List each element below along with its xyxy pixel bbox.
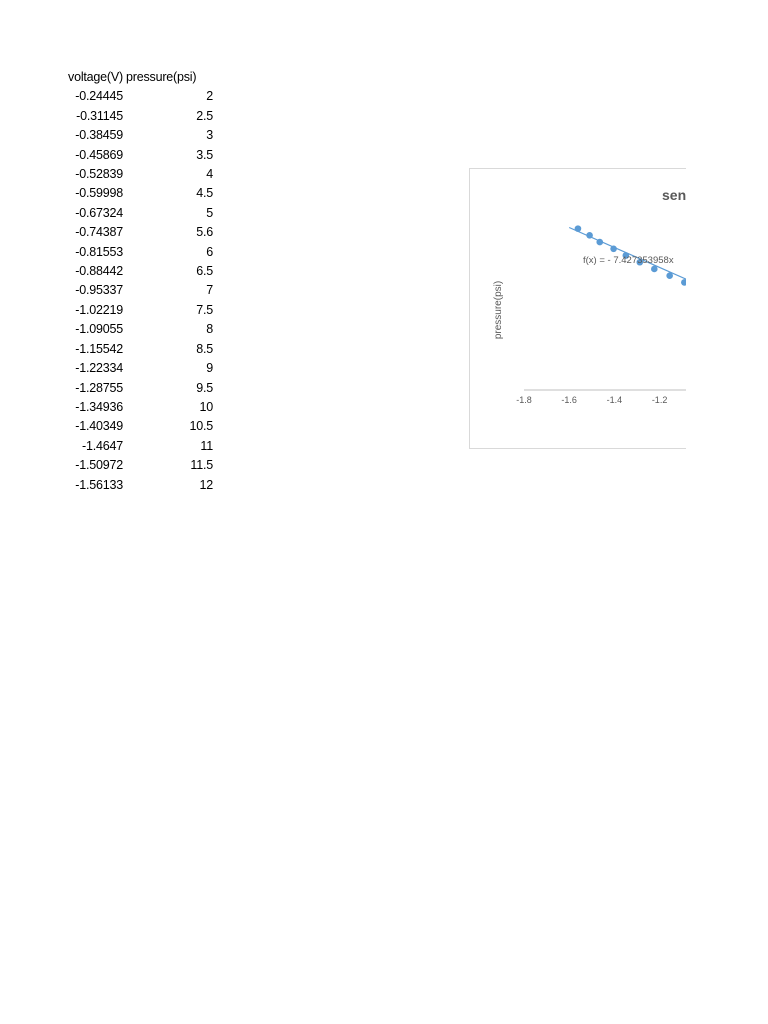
- table-row: [60, 243, 213, 262]
- x-tick-label: -1.8: [516, 395, 532, 405]
- chart-title: sen: [662, 187, 686, 203]
- cell-voltage[interactable]: -0.74387: [75, 225, 123, 240]
- x-tick-label: -1.2: [651, 395, 668, 405]
- table-row: [60, 262, 213, 281]
- cell-pressure[interactable]: 11: [200, 438, 213, 453]
- cell-voltage[interactable]: -0.67324: [75, 205, 123, 220]
- table-header-row: [60, 68, 213, 87]
- table-row: [60, 146, 213, 165]
- cell-voltage[interactable]: -0.38459: [75, 128, 123, 143]
- cell-voltage[interactable]: -1.40349: [75, 419, 123, 434]
- trendline-equation-label: f(x) = - 7.427353958x: [583, 255, 674, 266]
- table-row: [60, 456, 213, 475]
- cell-pressure[interactable]: 10: [199, 399, 213, 414]
- cell-pressure[interactable]: 11.5: [190, 458, 213, 473]
- cell-pressure[interactable]: 4.5: [196, 186, 213, 201]
- table-row: [60, 359, 213, 378]
- table-row: [60, 107, 213, 126]
- cell-voltage[interactable]: -1.02219: [75, 302, 123, 317]
- cell-voltage[interactable]: -1.4647: [82, 438, 123, 453]
- cell-pressure[interactable]: 4: [206, 167, 213, 182]
- table-body: [60, 87, 213, 495]
- cell-voltage[interactable]: -1.15542: [75, 341, 123, 356]
- cell-pressure[interactable]: 7.5: [196, 302, 213, 317]
- cell-voltage[interactable]: -0.59998: [75, 186, 123, 201]
- data-point[interactable]: [586, 232, 593, 239]
- table-row: [60, 340, 213, 359]
- cell-voltage[interactable]: -1.50972: [75, 458, 123, 473]
- table-row: [60, 476, 213, 495]
- chart-svg: [470, 169, 686, 448]
- data-point[interactable]: [575, 225, 582, 232]
- scatter-chart[interactable]: [469, 168, 686, 449]
- table-row: [60, 379, 213, 398]
- data-point[interactable]: [666, 272, 673, 279]
- cell-pressure[interactable]: 9: [206, 361, 213, 376]
- table-row: [60, 281, 213, 300]
- x-tick-label: -1.4: [606, 395, 623, 405]
- cell-voltage[interactable]: -0.81553: [75, 244, 123, 259]
- cell-pressure[interactable]: 7: [206, 283, 213, 298]
- cell-pressure[interactable]: 6.5: [196, 264, 213, 279]
- cell-pressure[interactable]: 8.5: [196, 341, 213, 356]
- column-header-pressure[interactable]: pressure(psi): [126, 70, 197, 84]
- y-axis-label: pressure(psi): [493, 280, 504, 340]
- cell-voltage[interactable]: -0.45869: [75, 147, 123, 162]
- cell-pressure[interactable]: 6: [206, 244, 213, 259]
- table-row: [60, 204, 213, 223]
- cell-voltage[interactable]: -1.22334: [75, 361, 123, 376]
- cell-voltage[interactable]: -1.28755: [75, 380, 123, 395]
- cell-pressure[interactable]: 2: [206, 89, 213, 104]
- cell-voltage[interactable]: -0.88442: [75, 264, 123, 279]
- cell-pressure[interactable]: 5.6: [196, 225, 213, 240]
- cell-voltage[interactable]: -0.95337: [75, 283, 123, 298]
- cell-voltage[interactable]: -0.31145: [76, 108, 123, 123]
- table-row: [60, 184, 213, 203]
- cell-pressure[interactable]: 12: [199, 477, 213, 492]
- table-row: [60, 223, 213, 242]
- data-table: [60, 68, 213, 495]
- column-header-voltage[interactable]: voltage(V): [68, 70, 123, 84]
- cell-pressure[interactable]: 3: [206, 128, 213, 143]
- data-point[interactable]: [596, 239, 603, 246]
- chart-marks: [516, 225, 686, 405]
- cell-pressure[interactable]: 8: [206, 322, 213, 337]
- table-row: [60, 165, 213, 184]
- table-row: [60, 301, 213, 320]
- table-row: [60, 417, 213, 436]
- data-point[interactable]: [610, 245, 617, 252]
- table-row: [60, 87, 213, 106]
- data-point[interactable]: [681, 279, 686, 286]
- x-tick-label: -1.6: [561, 395, 577, 405]
- cell-pressure[interactable]: 5: [206, 205, 213, 220]
- cell-voltage[interactable]: -1.56133: [75, 477, 123, 492]
- cell-pressure[interactable]: 3.5: [196, 147, 213, 162]
- cell-voltage[interactable]: -1.34936: [75, 399, 123, 414]
- table-row: [60, 398, 213, 417]
- cell-voltage[interactable]: -0.52839: [75, 167, 123, 182]
- table-row: [60, 126, 213, 145]
- cell-voltage[interactable]: -0.24445: [75, 89, 123, 104]
- table-row: [60, 320, 213, 339]
- cell-pressure[interactable]: 2.5: [196, 108, 213, 123]
- table-row: [60, 437, 213, 456]
- cell-voltage[interactable]: -1.09055: [75, 322, 123, 337]
- data-point[interactable]: [651, 266, 658, 273]
- cell-pressure[interactable]: 10.5: [189, 419, 213, 434]
- cell-pressure[interactable]: 9.5: [196, 380, 213, 395]
